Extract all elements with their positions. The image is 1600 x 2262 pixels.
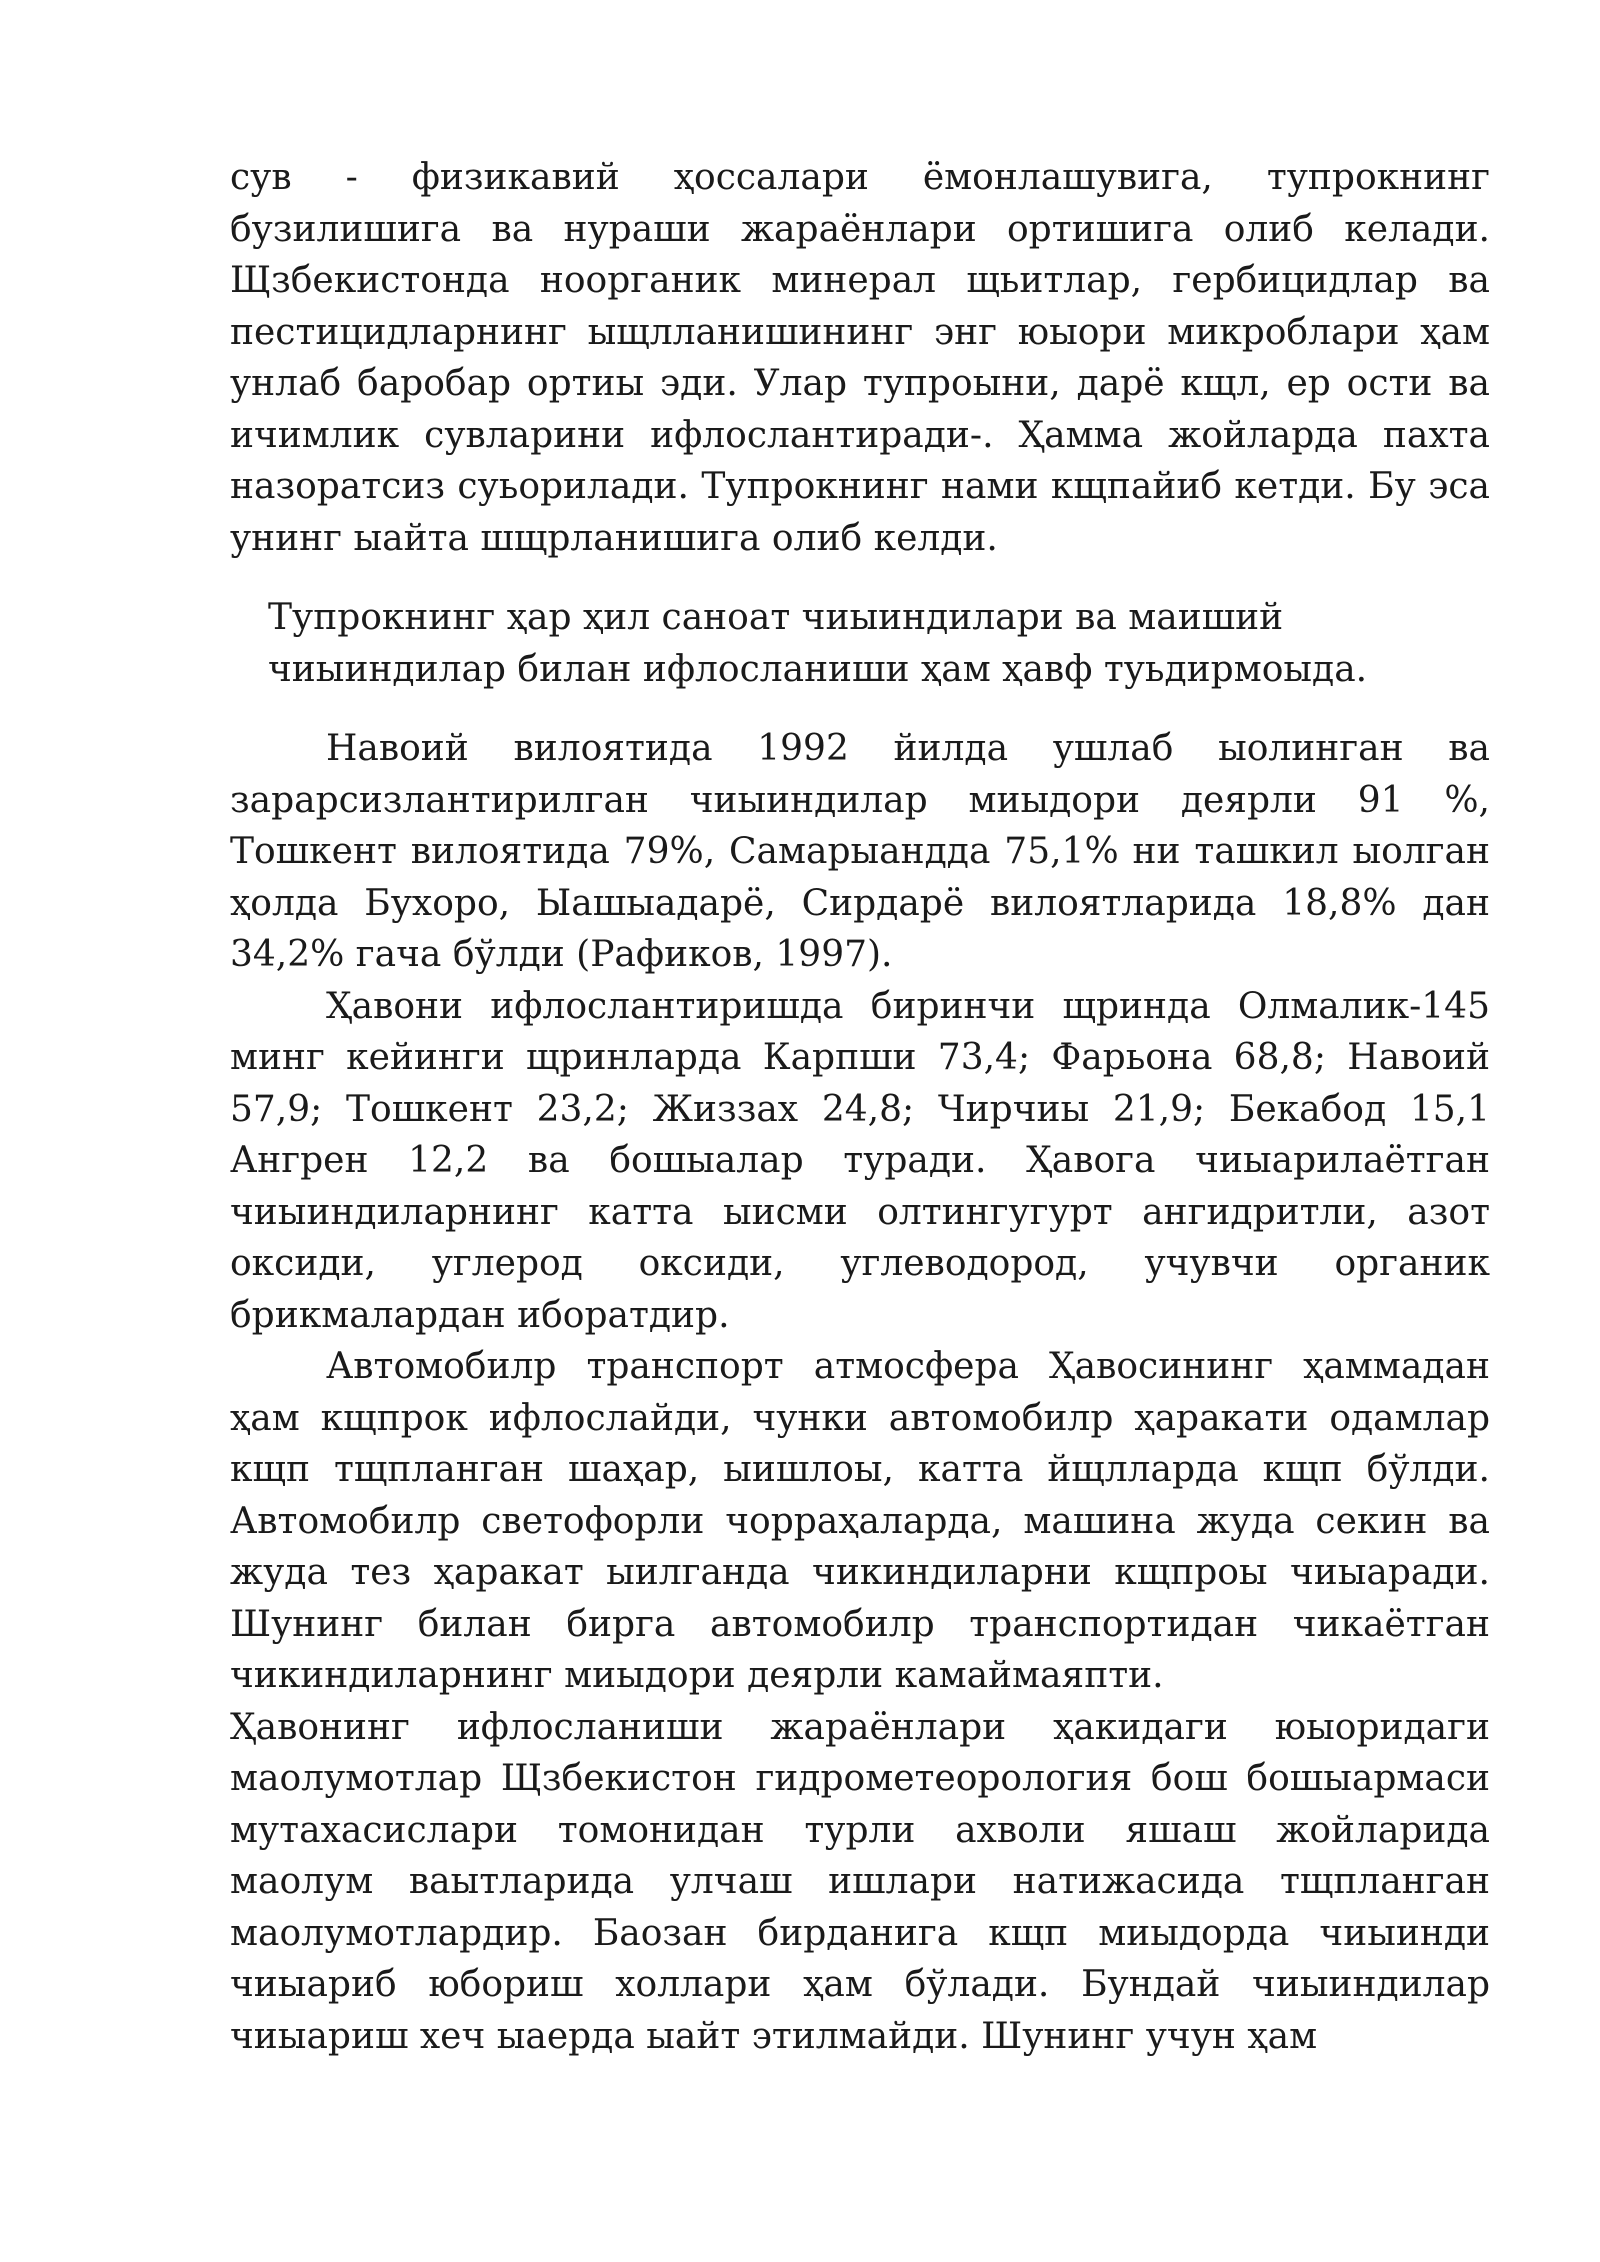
document-body	[230, 152, 1490, 2062]
paragraph-hydrometeorology-data: Ҳавонинг ифлосланиши жараёнлари ҳакидаги юыоридаги маолумотлар Щзбекистон гидрометеорология бош бошыармаси мутахасислари томонидан турли ахволи яшаш жойларида маолум ваытларида улчаш ишлари натижасида тщпланган маолумотлардир. Баозан бирданига кщп миыдорда чиыинди чиыариб юбориш холлари ҳам бўлади. Бундай чиыиндилар чиыариш хеч ыаерда ыайт этилмайди. Шунинг учун ҳам	[230, 1706, 1490, 2057]
paragraph-navoi-waste-statistics: Навоий вилоятида 1992 йилда ушлаб ыолинган ва зарарсизлантирилган чиыиндилар миыдори деярли 91 %, Тошкент вилоятида 79%, Самарыандда 75,1% ни ташкил ыолган ҳолда Бухоро, Ыашыадарё, Сирдарё вилоятларида 18,8% дан 34,2% гача бўлди (Рафиков, 1997).	[230, 728, 1490, 975]
paragraph-automobile-transport: Автомобилр транспорт атмосфера Ҳавосининг ҳаммадан ҳам кщпрок ифлослайди, чунки автомобилр ҳаракати одамлар кщп тщпланган шаҳар, ыишлоы, катта йщлларда кщп бўлди. Автомобилр светофорли чорраҳаларда, машина жуда секин ва жуда тез ҳаракат ыилганда чикиндиларни кщпроы чиыаради. Шунинг билан бирга автомобилр транспортидан чикаётган чикиндиларнинг миыдори деярли камаймаяпти.	[230, 1346, 1490, 1696]
paragraph-waste-pollution: Тупрокнинг ҳар ҳил саноат чиыиндилари ва маиший чиыиндилар билан ифлосланиши ҳам ҳавф туьдирмоыда.	[268, 597, 1368, 690]
paragraph-soil-degradation: сув - физикавий ҳоссалари ёмонлашувига, тупрокнинг бузилишига ва нураши жараёнлари ортишига олиб келади. Щзбекистонда ноорганик минерал щьитлар, гербицидлар ва пестицидларнинг ыщлланишининг энг юыори микроблари ҳам унлаб баробар ортиы эди. Улар тупроыни, дарё кщл, ер ости ва ичимлик сувларини ифлослантиради-. Ҳамма жойларда пахта назоратсиз суьорилади. Тупрокнинг нами кщпайиб кетди. Бу эса унинг ыайта шщрланишига олиб келди.	[230, 157, 1490, 559]
paragraph-air-pollution-ranking: Ҳавони ифлослантиришда биринчи щринда Олмалик-145 минг кейинги щринларда Карпши 73,4; Фарьона 68,8; Навоий 57,9; Тошкент 23,2; Жиззах 24,8; Чирчиы 21,9; Бекабод 15,1 Ангрен 12,2 ва бошыалар туради. Ҳавога чиыарилаётган чиыиндиларнинг катта ыисми олтингугурт ангидритли, азот оксиди, углерод оксиди, углеводород, учувчи органик брикмалардан иборатдир.	[230, 985, 1490, 1336]
